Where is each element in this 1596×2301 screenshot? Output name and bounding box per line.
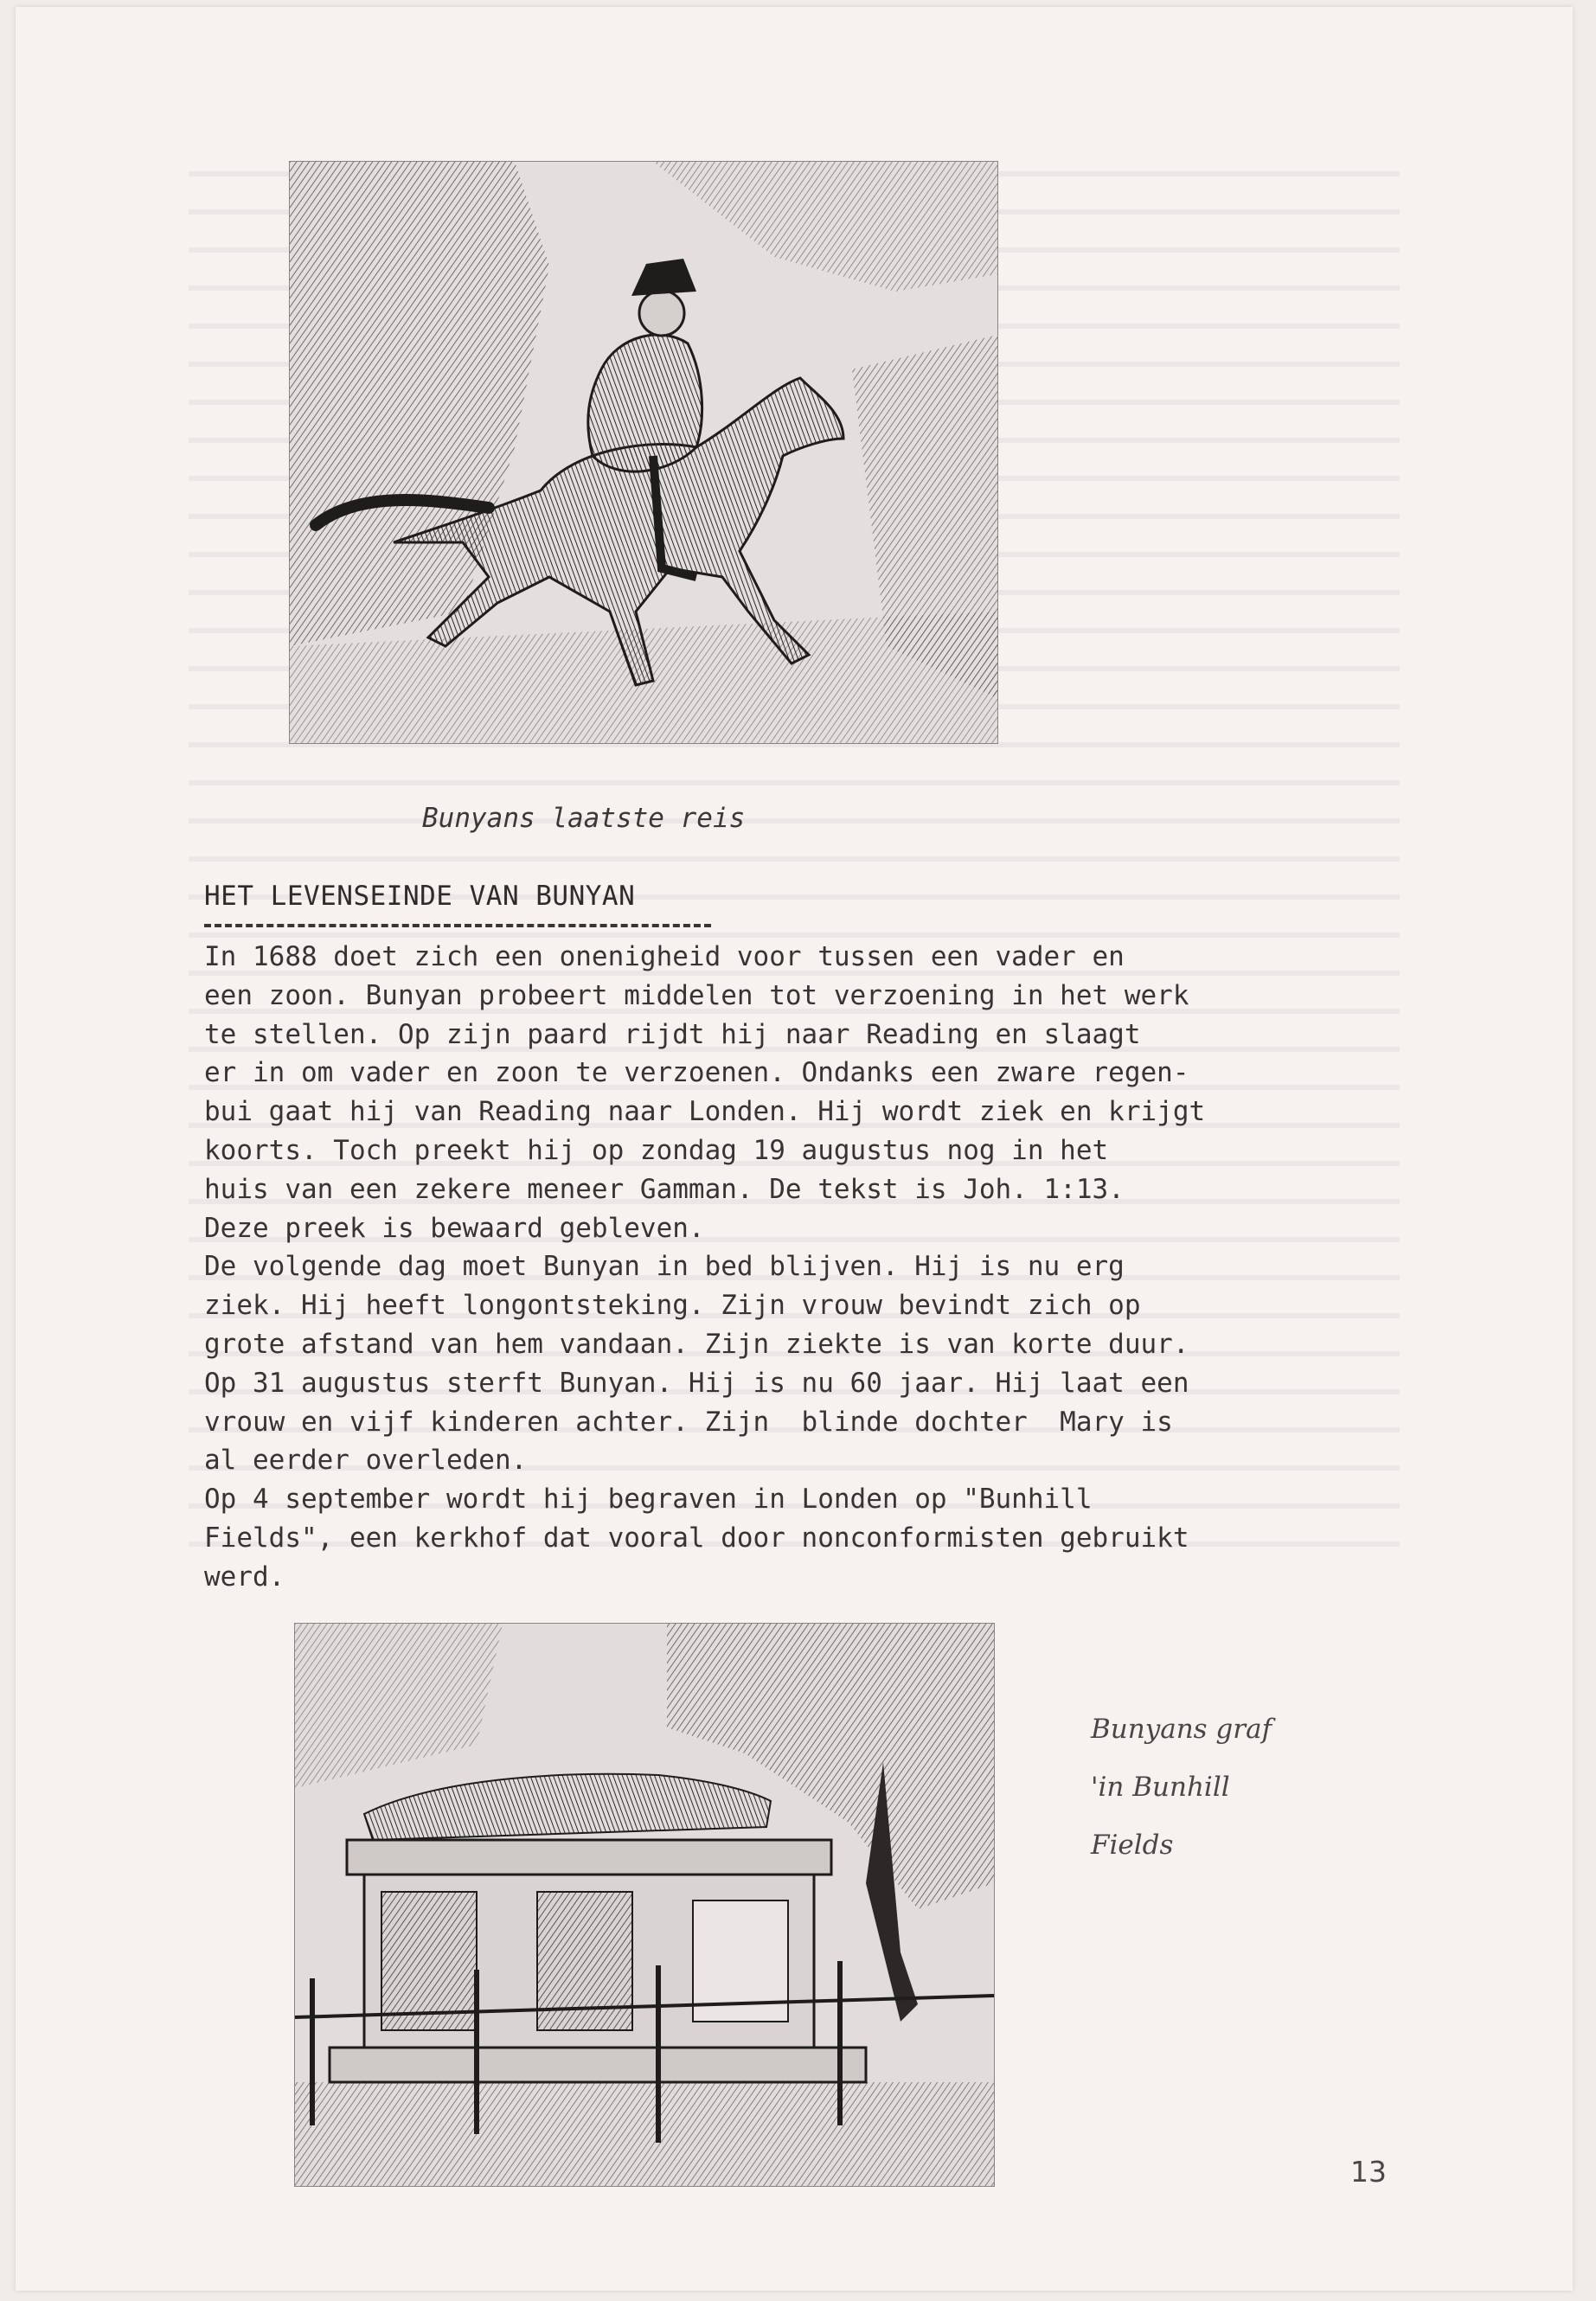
body-line: De volgende dag moet Bunyan in bed blijven. Hij is nu erg xyxy=(204,1251,1125,1283)
page-number: 13 xyxy=(1350,2155,1387,2189)
grave-caption-line: Bunyans graf xyxy=(1091,1714,1272,1745)
body-line: grote afstand van hem vandaan. Zijn ziekte is van korte duur. xyxy=(204,1328,1189,1360)
grave-caption-line: Fields xyxy=(1091,1830,1174,1861)
body-line: Deze preek is bewaard gebleven. xyxy=(204,1212,705,1244)
grave-caption xyxy=(1091,1701,1272,1875)
body-line: vrouw en vijf kinderen achter. Zijn blinde dochter Mary is xyxy=(204,1406,1173,1438)
body-line: er in om vader en zoon te verzoenen. Ondanks een zware regen- xyxy=(204,1057,1189,1089)
body-line: Op 31 augustus sterft Bunyan. Hij is nu 60 jaar. Hij laat een xyxy=(204,1367,1189,1399)
tomb-engraving-icon xyxy=(295,1624,994,2186)
document-page xyxy=(16,7,1573,2291)
body-line: bui gaat hij van Reading naar Londen. Hij wordt ziek en krijgt xyxy=(204,1096,1206,1128)
body-line: een zoon. Bunyan probeert middelen tot verzoening in het werk xyxy=(204,979,1189,1011)
body-line: koorts. Toch preekt hij op zondag 19 augustus nog in het xyxy=(204,1134,1109,1166)
grave-caption-line: 'in Bunhill xyxy=(1091,1772,1230,1803)
article-heading: HET LEVENSEINDE VAN BUNYAN xyxy=(204,881,636,912)
body-line: al eerder overleden. xyxy=(204,1445,528,1477)
body-line: In 1688 doet zich een onenigheid voor tussen een vader en xyxy=(204,941,1125,972)
grave-illustration xyxy=(294,1623,995,2187)
rider-illustration xyxy=(289,161,998,744)
body-line: ziek. Hij heeft longontsteking. Zijn vrouw bevindt zich op xyxy=(204,1290,1141,1322)
body-line: werd. xyxy=(204,1561,285,1593)
body-line: te stellen. Op zijn paard rijdt hij naar Reading en slaagt xyxy=(204,1018,1141,1050)
body-line: Fields", een kerkhof dat vooral door nonconformisten gebruikt xyxy=(204,1522,1189,1554)
body-line: Op 4 september wordt hij begraven in Londen op "Bunhill xyxy=(204,1484,1093,1516)
rider-caption: Bunyans laatste reis xyxy=(422,803,746,834)
heading-dashed-underline xyxy=(204,924,711,927)
article-body xyxy=(204,938,1415,1597)
horse-rider-engraving-icon xyxy=(290,162,997,743)
body-line: huis van een zekere meneer Gamman. De tekst is Joh. 1:13. xyxy=(204,1173,1125,1205)
